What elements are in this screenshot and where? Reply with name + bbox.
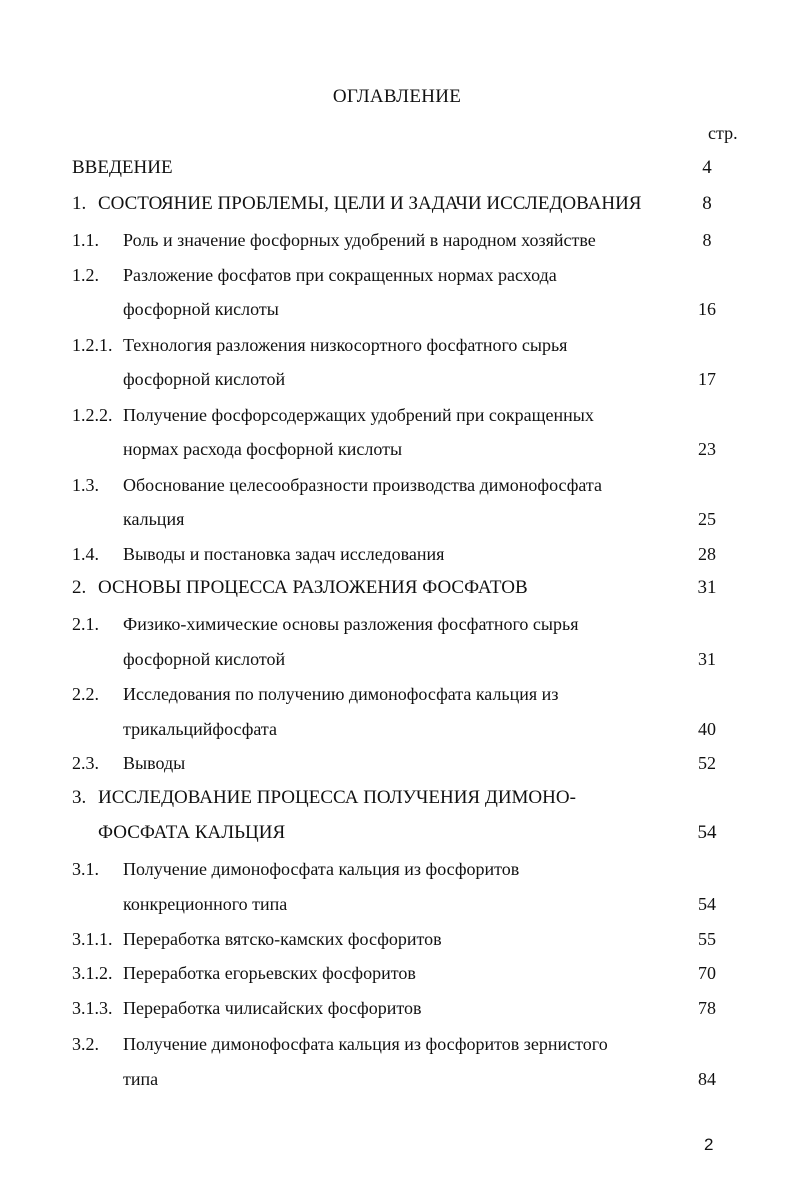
toc-entry-number: 1.2.2. bbox=[72, 405, 113, 425]
page-number: 2 bbox=[704, 1135, 714, 1154]
toc-entry-number: 3.1.2. bbox=[72, 963, 113, 983]
toc-entry-page: 23 bbox=[698, 439, 716, 459]
toc-entry-page: 54 bbox=[697, 822, 717, 843]
toc-entry-number: 2. bbox=[72, 577, 87, 598]
toc-entry-text: Выводы bbox=[123, 753, 186, 773]
toc-entry-text: Переработка вятско-камских фосфоритов bbox=[123, 929, 442, 949]
toc-entry-page: 17 bbox=[698, 369, 716, 389]
page-title: ОГЛАВЛЕНИЕ bbox=[332, 86, 462, 107]
toc-entry-number: 3.2. bbox=[72, 1034, 99, 1054]
toc-entry-text: ФОСФАТА КАЛЬЦИЯ bbox=[98, 822, 286, 843]
toc-entry-number: 1.2. bbox=[72, 265, 99, 285]
toc-entry-text: ИССЛЕДОВАНИЕ ПРОЦЕССА ПОЛУЧЕНИЯ ДИМОНО- bbox=[98, 787, 576, 808]
toc-entry-number: 2.2. bbox=[72, 684, 99, 704]
toc-entry-text: фосфорной кислоты bbox=[123, 299, 279, 319]
toc-entry-page: 70 bbox=[698, 963, 716, 983]
toc-entry-number: 3.1. bbox=[72, 859, 99, 879]
toc-entry-page: 8 bbox=[702, 193, 712, 214]
toc-entry-text: фосфорной кислотой bbox=[123, 369, 286, 389]
toc-entry-number: 1. bbox=[72, 193, 87, 214]
toc-entry-text: Получение димонофосфата кальция из фосфоритов bbox=[123, 859, 520, 879]
toc-entry-text: Исследования по получению димонофосфата кальция из bbox=[123, 684, 559, 704]
toc-entry-page: 54 bbox=[698, 894, 716, 914]
toc-entry-text: Обоснование целесообразности производства димонофосфата bbox=[123, 475, 602, 495]
toc-entry-number: 2.3. bbox=[72, 753, 99, 773]
toc-entry-text: Технология разложения низкосортного фосфатного сырья bbox=[123, 335, 568, 355]
toc-entry-text: Разложение фосфатов при сокращенных нормах расхода bbox=[123, 265, 557, 285]
toc-entry-text: Физико-химические основы разложения фосфатного сырья bbox=[123, 614, 579, 634]
toc-entry-text: ВВЕДЕНИЕ bbox=[72, 157, 173, 178]
toc-entry-text: типа bbox=[123, 1069, 159, 1089]
toc-entry-text: трикальцийфосфата bbox=[123, 719, 278, 739]
toc-entry-page: 4 bbox=[702, 157, 712, 178]
toc-entry-page: 25 bbox=[698, 509, 716, 529]
toc-entry-number: 3.1.1. bbox=[72, 929, 113, 949]
toc-entry-text: Роль и значение фосфорных удобрений в народном хозяйстве bbox=[123, 230, 596, 250]
toc-entry-page: 31 bbox=[698, 649, 716, 669]
toc-entry-page: 28 bbox=[698, 544, 716, 564]
toc-entry-page: 78 bbox=[698, 998, 716, 1018]
page-column-label: стр. bbox=[708, 123, 738, 143]
toc-entry-text: кальция bbox=[123, 509, 185, 529]
toc-entry-page: 8 bbox=[702, 230, 712, 250]
toc-entry-text: ОСНОВЫ ПРОЦЕССА РАЗЛОЖЕНИЯ ФОСФАТОВ bbox=[98, 577, 528, 598]
toc-entry-text: Получение фосфорсодержащих удобрений при сокращенных bbox=[123, 405, 594, 425]
toc-entry-number: 2.1. bbox=[72, 614, 99, 634]
toc-entry-number: 1.2.1. bbox=[72, 335, 113, 355]
toc-entry-text: нормах расхода фосфорной кислоты bbox=[123, 439, 403, 459]
toc-entry-text: Получение димонофосфата кальция из фосфоритов зернистого bbox=[123, 1034, 608, 1054]
toc-entry-number: 3. bbox=[72, 787, 87, 808]
toc-entry-page: 52 bbox=[698, 753, 716, 773]
toc-entry-number: 3.1.3. bbox=[72, 998, 113, 1018]
toc-entry-page: 40 bbox=[698, 719, 716, 739]
toc-entry-number: 1.4. bbox=[72, 544, 99, 564]
toc-entry-page: 31 bbox=[697, 577, 717, 598]
toc-entry-text: СОСТОЯНИЕ ПРОБЛЕМЫ, ЦЕЛИ И ЗАДАЧИ ИССЛЕДОВАНИЯ bbox=[98, 193, 642, 214]
toc-entry-text: конкреционного типа bbox=[123, 894, 288, 914]
toc-entry-page: 16 bbox=[698, 299, 716, 319]
toc-entry-text: фосфорной кислотой bbox=[123, 649, 286, 669]
toc-entry-page: 55 bbox=[698, 929, 716, 949]
toc-entry-text: Переработка егорьевских фосфоритов bbox=[123, 963, 416, 983]
toc-entry-page: 84 bbox=[698, 1069, 716, 1089]
toc-entry-number: 1.1. bbox=[72, 230, 99, 250]
toc-entry-number: 1.3. bbox=[72, 475, 99, 495]
toc-entry-text: Выводы и постановка задач исследования bbox=[123, 544, 445, 564]
toc-entry-text: Переработка чилисайских фосфоритов bbox=[123, 998, 422, 1018]
